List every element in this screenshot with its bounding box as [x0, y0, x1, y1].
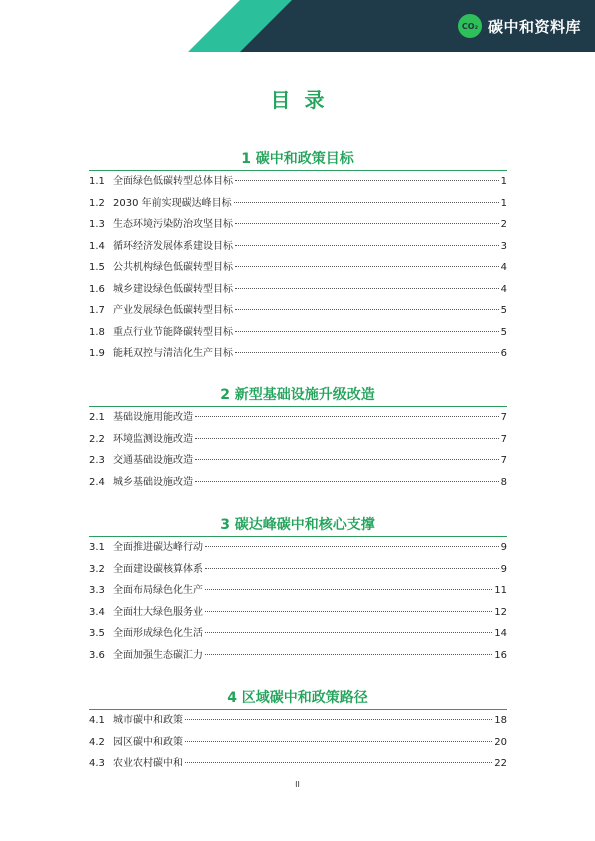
- toc-item[interactable]: [89, 215, 507, 237]
- toc-item-title: 循环经济发展体系建设目标: [113, 240, 233, 252]
- toc-item[interactable]: [89, 646, 507, 668]
- toc-item-title: 全面建设碳核算体系: [113, 563, 203, 575]
- toc-item-number: 3.2: [89, 563, 105, 575]
- dot-leader: [235, 223, 499, 224]
- toc-item[interactable]: [89, 323, 507, 345]
- toc-item[interactable]: [89, 172, 507, 194]
- page-title: 目录: [270, 88, 339, 112]
- dot-leader: [195, 481, 499, 482]
- toc-item[interactable]: [89, 451, 507, 473]
- toc-item[interactable]: [89, 301, 507, 323]
- toc-item[interactable]: [89, 258, 507, 280]
- dot-leader: [235, 266, 499, 267]
- dot-leader: [235, 309, 499, 310]
- toc-item-title: 全面加强生态碳汇力: [113, 649, 203, 661]
- toc-item-title: 基础设施用能改造: [113, 412, 193, 423]
- dot-leader: [185, 741, 492, 742]
- toc-item-title: 公共机构绿色低碳转型目标: [113, 262, 233, 273]
- toc-item-title: 全面绿色低碳转型总体目标: [113, 176, 233, 187]
- dot-leader: [185, 762, 492, 763]
- toc-item[interactable]: [89, 430, 507, 452]
- toc-item-number: 4.1: [89, 715, 105, 726]
- dot-leader: [205, 611, 492, 612]
- toc-item-number: 2.4: [89, 476, 105, 488]
- header-banner: [0, 0, 595, 52]
- dot-leader: [195, 416, 499, 417]
- toc-item-page: 12: [494, 606, 507, 618]
- co2-badge-icon: CO₂: [458, 14, 482, 38]
- section-heading-4: 4 区域碳中和政策路径: [227, 690, 368, 706]
- toc-item-page: 14: [494, 628, 507, 639]
- section-heading-2: 2 新型基础设施升级改造: [220, 387, 375, 403]
- toc-item-number: 2.1: [89, 412, 105, 423]
- section-heading-3: 3 碳达峰碳中和核心支撑: [220, 517, 375, 533]
- toc-item[interactable]: [89, 711, 507, 733]
- toc-item[interactable]: [89, 344, 507, 366]
- toc-item-title: 全面推进碳达峰行动: [113, 542, 203, 553]
- section-rule-4: [89, 709, 507, 710]
- toc-item[interactable]: [89, 408, 507, 430]
- toc-item-title: 环境监测设施改造: [113, 433, 193, 445]
- dot-leader: [235, 352, 499, 353]
- dot-leader: [234, 202, 499, 203]
- toc-item-title: 全面布局绿色化生产: [113, 585, 203, 596]
- toc-item-number: 1.1: [89, 176, 105, 187]
- toc-item-number: 3.6: [89, 649, 105, 661]
- toc-list-3: [89, 538, 507, 667]
- toc-item[interactable]: [89, 754, 507, 776]
- toc-item[interactable]: [89, 603, 507, 625]
- toc-item-number: 4.2: [89, 736, 105, 748]
- toc-item-title: 城市碳中和政策: [113, 715, 183, 726]
- toc-item[interactable]: [89, 624, 507, 646]
- toc-item-page: 9: [500, 563, 507, 575]
- toc-item-number: 4.3: [89, 758, 105, 769]
- section-rule-1: [89, 170, 507, 171]
- toc-item-page: 5: [500, 305, 507, 316]
- toc-item-page: 18: [494, 715, 507, 726]
- toc-item-title: 生态环境污染防治攻坚目标: [113, 219, 233, 230]
- toc-item-number: 1.9: [89, 348, 105, 359]
- dot-leader: [195, 459, 499, 460]
- toc-item-number: 1.4: [89, 240, 105, 252]
- toc-item-title: 交通基础设施改造: [113, 455, 193, 466]
- toc-list-1: [89, 172, 507, 366]
- section-rule-2: [89, 406, 507, 407]
- toc-item-number: 1.2: [89, 197, 105, 209]
- toc-item-number: 2.3: [89, 455, 105, 466]
- toc-item-number: 1.3: [89, 219, 105, 230]
- toc-item-title: 产业发展绿色低碳转型目标: [113, 305, 233, 316]
- toc-item-page: 9: [500, 542, 507, 553]
- toc-item-title: 全面形成绿色化生活: [113, 628, 203, 639]
- toc-item-title: 农业农村碳中和: [113, 758, 183, 769]
- dot-leader: [205, 654, 492, 655]
- dot-leader: [205, 589, 492, 590]
- toc-list-4: [89, 711, 507, 776]
- toc-item[interactable]: [89, 473, 507, 495]
- toc-item-number: 1.7: [89, 305, 105, 316]
- toc-item-page: 7: [500, 412, 507, 423]
- toc-item-number: 1.8: [89, 326, 105, 338]
- toc-item-page: 1: [500, 197, 507, 209]
- toc-item-page: 2: [500, 219, 507, 230]
- toc-item-number: 2.2: [89, 433, 105, 445]
- dot-leader: [205, 568, 499, 569]
- toc-item-title: 城乡建设绿色低碳转型目标: [113, 283, 233, 295]
- toc-item[interactable]: [89, 237, 507, 259]
- toc-item[interactable]: [89, 280, 507, 302]
- toc-item-number: 3.3: [89, 585, 105, 596]
- toc-item[interactable]: [89, 581, 507, 603]
- dot-leader: [235, 180, 499, 181]
- toc-item-page: 6: [500, 348, 507, 359]
- toc-item-page: 1: [500, 176, 507, 187]
- toc-item-number: 3.5: [89, 628, 105, 639]
- dot-leader: [205, 546, 499, 547]
- toc-item-page: 5: [500, 326, 507, 338]
- toc-item-title: 全面壮大绿色服务业: [113, 606, 203, 618]
- toc-item-page: 3: [500, 240, 507, 252]
- toc-item-number: 3.4: [89, 606, 105, 618]
- dot-leader: [185, 719, 492, 720]
- brand-name: 碳中和资料库: [487, 17, 581, 36]
- page-number: II: [295, 780, 300, 789]
- dot-leader: [235, 288, 499, 289]
- toc-item-page: 7: [500, 433, 507, 445]
- toc-item-title: 能耗双控与清洁化生产目标: [113, 348, 233, 359]
- toc-item-page: 8: [500, 476, 507, 488]
- dot-leader: [195, 438, 499, 439]
- toc-item-page: 4: [500, 283, 507, 295]
- section-heading-1: 1 碳中和政策目标: [241, 151, 354, 167]
- toc-item-title: 重点行业节能降碳转型目标: [113, 326, 233, 338]
- toc-item-page: 7: [500, 455, 507, 466]
- toc-list-2: [89, 408, 507, 494]
- toc-item-page: 20: [494, 736, 507, 748]
- toc-item[interactable]: [89, 538, 507, 560]
- toc-item-title: 城乡基础设施改造: [113, 476, 193, 488]
- toc-item-title: 园区碳中和政策: [113, 736, 183, 748]
- toc-item[interactable]: [89, 194, 507, 216]
- dot-leader: [205, 632, 492, 633]
- toc-item-page: 11: [494, 585, 507, 596]
- brand-logo: [458, 12, 581, 40]
- toc-item-page: 4: [500, 262, 507, 273]
- toc-item-page: 22: [494, 758, 507, 769]
- dot-leader: [235, 331, 499, 332]
- toc-item-title: 2030 年前实现碳达峰目标: [113, 197, 232, 209]
- section-rule-3: [89, 536, 507, 537]
- toc-item-number: 1.5: [89, 262, 105, 273]
- toc-item[interactable]: [89, 560, 507, 582]
- toc-item-page: 16: [494, 649, 507, 661]
- toc-item[interactable]: [89, 733, 507, 755]
- toc-item-number: 3.1: [89, 542, 105, 553]
- toc-item-number: 1.6: [89, 283, 105, 295]
- dot-leader: [235, 245, 499, 246]
